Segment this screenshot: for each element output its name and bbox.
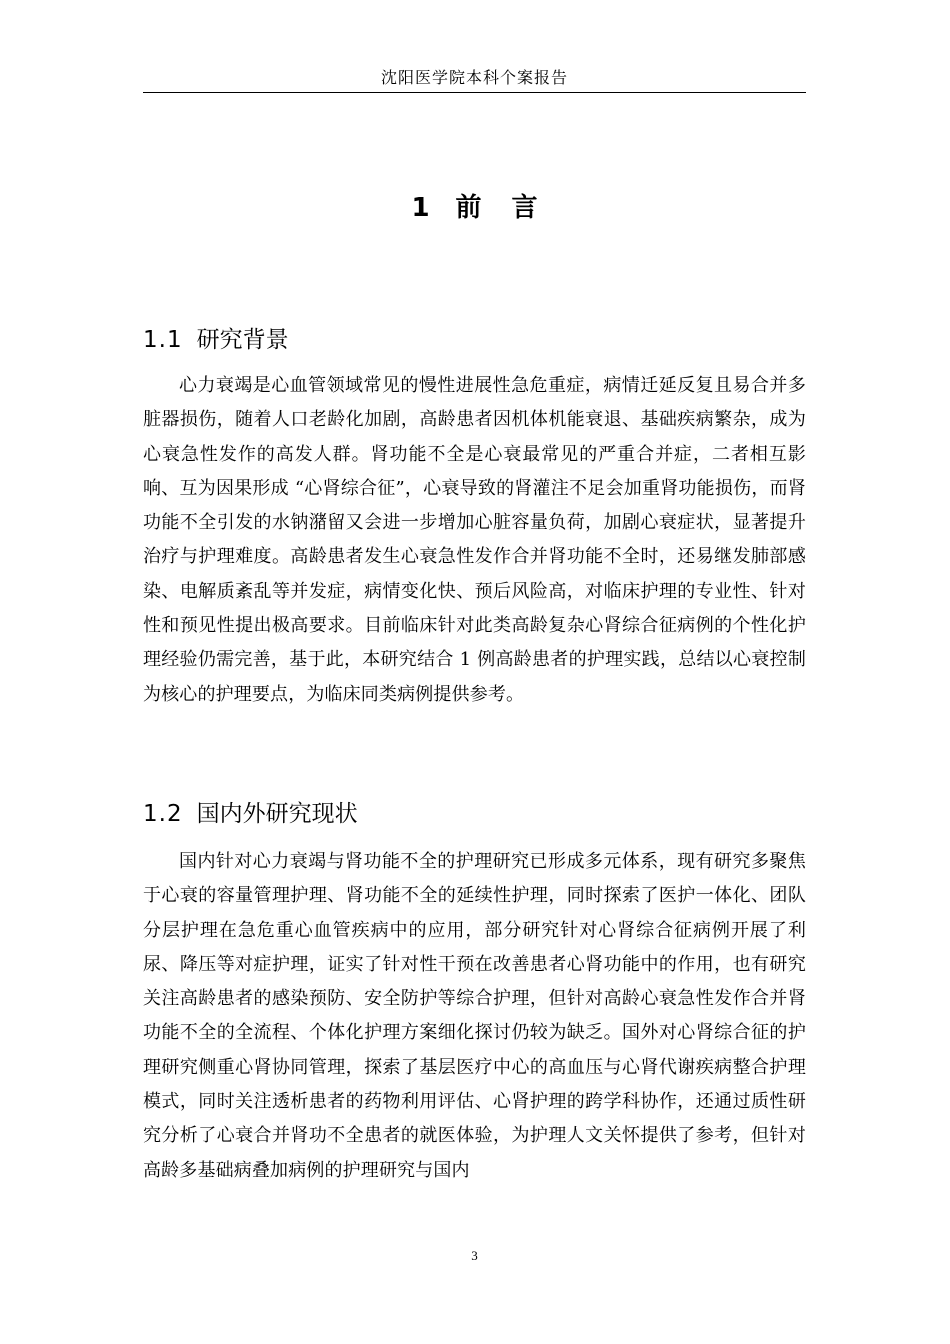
section-heading-research-status	[143, 797, 358, 831]
section-title: 研究背景	[196, 327, 289, 353]
chapter-title	[143, 188, 806, 228]
header-divider	[143, 92, 806, 93]
chapter-number: 1	[411, 193, 430, 223]
section-paragraph-background: 心力衰竭是心血管领域常见的慢性进展性急危重症，病情迁延反复且易合并多脏器损伤，随着人口老龄化加剧，高龄患者因机体机能衰退、基础疾病繁杂，成为心衰急性发作的高发人群。肾功能不全是心衰最常见的严重合并症，二者相互影响、互为因果形成 “心肾综合征”，心衰导致的肾灌注不足会加重肾功能损伤，而肾功能不全引发的水钠潴留又会进一步增加心脏容量负荷，加剧心衰症状，显著提升治疗与护理难度。高龄患者发生心衰急性发作合并肾功能不全时，还易继发肺部感染、电解质紊乱等并发症，病情变化快、预后风险高，对临床护理的专业性、针对性和预见性提出极高要求。目前临床针对此类高龄复杂心肾综合征病例的个性化护理经验仍需完善，基于此，本研究结合 1 例高龄患者的护理实践，总结以心衰控制为核心的护理要点，为临床同类病例提供参考。	[143, 375, 806, 705]
section-number: 1.2	[143, 801, 183, 827]
section-number: 1.1	[143, 327, 183, 353]
chapter-title-char-1: 前	[455, 193, 482, 223]
page-number: 3	[471, 1248, 478, 1263]
section-heading-background	[143, 323, 289, 357]
running-header-title: 沈阳医学院本科个案报告	[380, 68, 568, 87]
chapter-title-char-2: 言	[511, 193, 538, 223]
section-title: 国内外研究现状	[196, 801, 358, 827]
section-paragraph-research-status: 国内针对心力衰竭与肾功能不全的护理研究已形成多元体系，现有研究多聚焦于心衰的容量管理护理、肾功能不全的延续性护理，同时探索了医护一体化、团队分层护理在急危重心血管疾病中的应用，部分研究针对心肾综合征病例开展了利尿、降压等对症护理，证实了针对性干预在改善患者心肾功能中的作用，也有研究关注高龄患者的感染预防、安全防护等综合护理，但针对高龄心衰急性发作合并肾功能不全的全流程、个体化护理方案细化探讨仍较为缺乏。国外对心肾综合征的护理研究侧重心肾协同管理，探索了基层医疗中心的高血压与心肾代谢疾病整合护理模式，同时关注透析患者的药物利用评估、心肾护理的跨学科协作，还通过质性研究分析了心衰合并肾功不全患者的就医体验，为护理人文关怀提供了参考，但针对高龄多基础病叠加病例的护理研究与国内	[143, 851, 806, 1181]
